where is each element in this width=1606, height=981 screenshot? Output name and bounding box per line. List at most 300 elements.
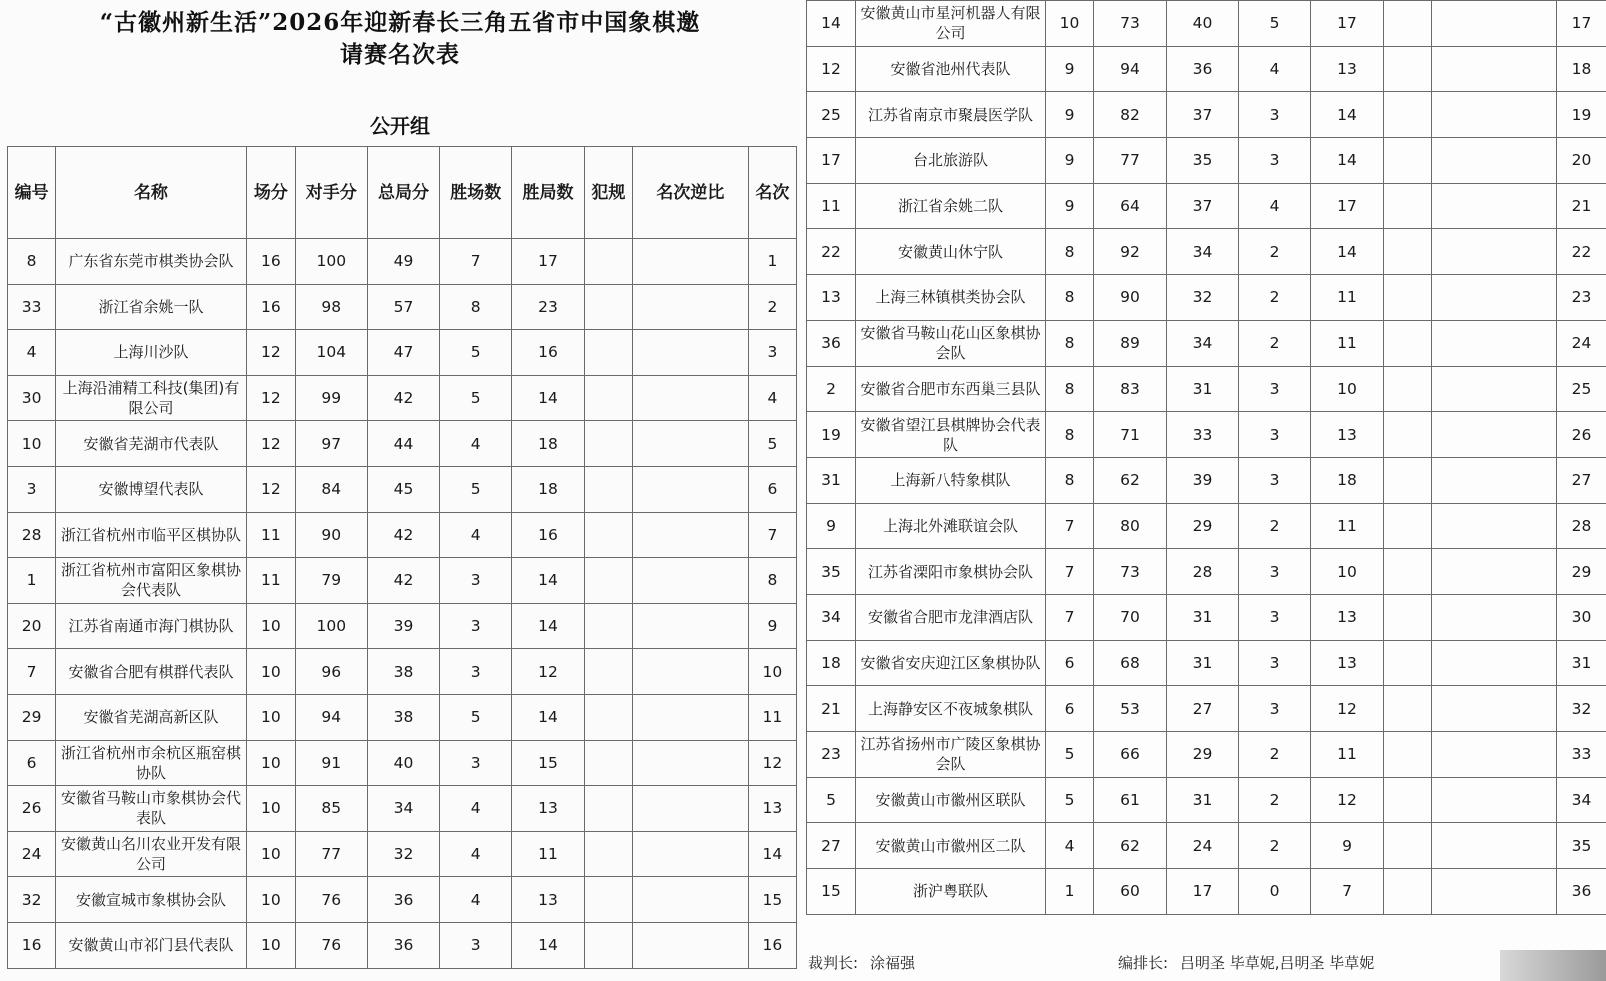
team-id-cell: 18 [807,640,856,686]
referee-name: 涂福强 [870,954,916,972]
game-wins-cell: 14 [512,694,585,740]
team-id-cell: 15 [807,869,856,915]
game-wins-cell: 12 [512,649,585,695]
table-row [807,594,1606,640]
ranking-table-left [7,146,797,969]
team-id-cell: 7 [8,649,56,695]
game-wins-cell: 9 [1311,823,1384,869]
match-points-cell: 11 [246,558,295,604]
team-name-cell: 安徽宣城市象棋协会队 [56,877,247,923]
total-game-points-cell: 36 [1167,46,1239,92]
match-wins-cell: 2 [1239,320,1311,366]
arranger-label: 编排长: [1118,954,1169,972]
fouls-cell [1384,275,1432,321]
rank-cell: 19 [1557,92,1606,138]
rank-cell: 30 [1557,594,1606,640]
match-wins-cell: 3 [440,603,512,649]
table-row [807,549,1606,595]
fouls-cell [584,466,632,512]
fouls-cell [584,922,632,968]
game-wins-cell: 14 [1311,138,1384,184]
opponent-points-cell: 53 [1094,686,1167,732]
reverse-ratio-cell [1432,412,1557,458]
rank-cell: 32 [1557,686,1606,732]
ranking-table-right [806,0,1606,915]
header-opponent-points: 对手分 [295,147,367,239]
match-points-cell: 9 [1046,183,1094,229]
opponent-points-cell: 91 [295,740,367,786]
match-wins-cell: 2 [1239,275,1311,321]
match-points-cell: 8 [1046,320,1094,366]
match-wins-cell: 5 [440,694,512,740]
total-game-points-cell: 37 [1167,92,1239,138]
match-points-cell: 11 [246,512,295,558]
team-id-cell: 11 [807,183,856,229]
rank-cell: 4 [748,375,796,421]
rank-cell: 18 [1557,46,1606,92]
match-wins-cell: 4 [440,877,512,923]
match-points-cell: 10 [246,694,295,740]
opponent-points-cell: 85 [295,786,367,832]
header-reverse-ratio: 名次逆比 [633,147,749,239]
game-wins-cell: 11 [512,831,585,877]
team-id-cell: 31 [807,457,856,503]
match-points-cell: 9 [1046,46,1094,92]
team-name-cell: 安徽省芜湖市代表队 [56,421,247,467]
game-wins-cell: 23 [512,284,585,330]
total-game-points-cell: 37 [1167,183,1239,229]
team-id-cell: 36 [807,320,856,366]
game-wins-cell: 17 [1311,183,1384,229]
opponent-points-cell: 97 [295,421,367,467]
match-points-cell: 16 [246,284,295,330]
table-row [8,421,797,467]
table-row [807,640,1606,686]
team-name-cell: 安徽省合肥有棋群代表队 [56,649,247,695]
game-wins-cell: 14 [1311,92,1384,138]
scan-corner-shadow [1500,950,1606,981]
total-game-points-cell: 36 [367,922,440,968]
match-points-cell: 10 [246,786,295,832]
reverse-ratio-cell [633,694,749,740]
table-row [8,694,797,740]
team-name-cell: 江苏省南京市聚晨医学队 [856,92,1046,138]
team-id-cell: 6 [8,740,56,786]
fouls-cell [584,786,632,832]
table-row [8,512,797,558]
match-points-cell: 12 [246,330,295,376]
footer [808,950,1508,976]
table-row [8,284,797,330]
reverse-ratio-cell [1432,138,1557,184]
match-wins-cell: 7 [440,239,512,285]
table-row [8,831,797,877]
reverse-ratio-cell [1432,640,1557,686]
match-points-cell: 7 [1046,594,1094,640]
match-wins-cell: 0 [1239,869,1311,915]
fouls-cell [584,649,632,695]
total-game-points-cell: 34 [1167,229,1239,275]
rank-cell: 15 [748,877,796,923]
fouls-cell [1384,412,1432,458]
team-name-cell: 安徽省合肥市东西巢三县队 [856,366,1046,412]
match-points-cell: 10 [246,649,295,695]
match-points-cell: 10 [246,877,295,923]
rank-cell: 21 [1557,183,1606,229]
total-game-points-cell: 28 [1167,549,1239,595]
rank-cell: 27 [1557,457,1606,503]
team-name-cell: 安徽黄山市祁门县代表队 [56,922,247,968]
team-name-cell: 安徽省芜湖高新区队 [56,694,247,740]
match-wins-cell: 2 [1239,229,1311,275]
table-row [807,138,1606,184]
game-wins-cell: 13 [1311,46,1384,92]
opponent-points-cell: 70 [1094,594,1167,640]
game-wins-cell: 16 [512,512,585,558]
opponent-points-cell: 66 [1094,732,1167,778]
table-row [807,92,1606,138]
team-name-cell: 浙江省杭州市余杭区瓶窑棋协队 [56,740,247,786]
reverse-ratio-cell [633,466,749,512]
team-id-cell: 35 [807,549,856,595]
reverse-ratio-cell [1432,46,1557,92]
header-rank: 名次 [748,147,796,239]
reverse-ratio-cell [633,877,749,923]
team-name-cell: 安徽黄山休宁队 [856,229,1046,275]
total-game-points-cell: 39 [367,603,440,649]
total-game-points-cell: 38 [367,649,440,695]
total-game-points-cell: 33 [1167,412,1239,458]
total-game-points-cell: 42 [367,375,440,421]
fouls-cell [1384,732,1432,778]
table-row [807,869,1606,915]
team-name-cell: 上海静安区不夜城象棋队 [856,686,1046,732]
match-wins-cell: 3 [440,649,512,695]
reverse-ratio-cell [633,558,749,604]
team-id-cell: 4 [8,330,56,376]
opponent-points-cell: 76 [295,877,367,923]
team-id-cell: 8 [8,239,56,285]
fouls-cell [1384,869,1432,915]
opponent-points-cell: 94 [1094,46,1167,92]
rank-cell: 29 [1557,549,1606,595]
reverse-ratio-cell [633,786,749,832]
match-points-cell: 12 [246,466,295,512]
game-wins-cell: 14 [512,375,585,421]
game-wins-cell: 14 [512,603,585,649]
game-wins-cell: 13 [1311,594,1384,640]
table-row [8,375,797,421]
rank-cell: 22 [1557,229,1606,275]
reverse-ratio-cell [1432,457,1557,503]
match-wins-cell: 8 [440,284,512,330]
match-points-cell: 12 [246,375,295,421]
table-row [807,823,1606,869]
game-wins-cell: 14 [512,558,585,604]
opponent-points-cell: 100 [295,239,367,285]
group-heading: 公开组 [370,114,430,138]
team-id-cell: 23 [807,732,856,778]
opponent-points-cell: 92 [1094,229,1167,275]
reverse-ratio-cell [1432,686,1557,732]
match-wins-cell: 4 [440,421,512,467]
game-wins-cell: 11 [1311,503,1384,549]
total-game-points-cell: 17 [1167,869,1239,915]
game-wins-cell: 15 [512,740,585,786]
opponent-points-cell: 73 [1094,549,1167,595]
rank-cell: 2 [748,284,796,330]
total-game-points-cell: 34 [1167,320,1239,366]
game-wins-cell: 14 [1311,229,1384,275]
fouls-cell [584,284,632,330]
total-game-points-cell: 49 [367,239,440,285]
rank-cell: 16 [748,922,796,968]
team-id-cell: 3 [8,466,56,512]
match-points-cell: 10 [246,831,295,877]
opponent-points-cell: 83 [1094,366,1167,412]
table-row [807,366,1606,412]
referee-label: 裁判长: [808,954,859,972]
rank-cell: 6 [748,466,796,512]
header-id: 编号 [8,147,56,239]
reverse-ratio-cell [1432,320,1557,366]
match-points-cell: 6 [1046,686,1094,732]
table-row [8,922,797,968]
table-row [8,740,797,786]
match-wins-cell: 3 [1239,92,1311,138]
table-row [8,466,797,512]
match-wins-cell: 5 [440,375,512,421]
opponent-points-cell: 79 [295,558,367,604]
game-wins-cell: 11 [1311,320,1384,366]
total-game-points-cell: 40 [1167,1,1239,47]
right-table-body [807,1,1606,915]
match-wins-cell: 4 [440,512,512,558]
total-game-points-cell: 44 [367,421,440,467]
match-wins-cell: 3 [1239,138,1311,184]
match-wins-cell: 3 [1239,594,1311,640]
reverse-ratio-cell [1432,1,1557,47]
match-points-cell: 10 [246,922,295,968]
team-name-cell: 上海新八特象棋队 [856,457,1046,503]
match-points-cell: 9 [1046,138,1094,184]
total-game-points-cell: 39 [1167,457,1239,503]
team-name-cell: 安徽省马鞍山花山区象棋协会队 [856,320,1046,366]
fouls-cell [1384,138,1432,184]
team-id-cell: 33 [8,284,56,330]
team-id-cell: 1 [8,558,56,604]
team-name-cell: 安徽省池州代表队 [856,46,1046,92]
rank-cell: 28 [1557,503,1606,549]
match-points-cell: 16 [246,239,295,285]
fouls-cell [584,558,632,604]
match-wins-cell: 5 [440,466,512,512]
match-wins-cell: 2 [1239,732,1311,778]
match-points-cell: 10 [246,603,295,649]
fouls-cell [584,740,632,786]
game-wins-cell: 12 [1311,686,1384,732]
opponent-points-cell: 100 [295,603,367,649]
fouls-cell [584,694,632,740]
table-row [8,877,797,923]
match-points-cell: 5 [1046,732,1094,778]
team-name-cell: 安徽黄山名川农业开发有限公司 [56,831,247,877]
fouls-cell [1384,183,1432,229]
fouls-cell [584,831,632,877]
match-wins-cell: 3 [1239,457,1311,503]
fouls-cell [584,512,632,558]
total-game-points-cell: 47 [367,330,440,376]
match-wins-cell: 3 [1239,549,1311,595]
team-id-cell: 5 [807,777,856,823]
reverse-ratio-cell [633,239,749,285]
rank-cell: 8 [748,558,796,604]
table-row [8,558,797,604]
team-name-cell: 上海川沙队 [56,330,247,376]
reverse-ratio-cell [633,740,749,786]
reverse-ratio-cell [633,421,749,467]
team-id-cell: 14 [807,1,856,47]
team-id-cell: 21 [807,686,856,732]
opponent-points-cell: 68 [1094,640,1167,686]
rank-cell: 14 [748,831,796,877]
match-wins-cell: 2 [1239,777,1311,823]
total-game-points-cell: 32 [1167,275,1239,321]
match-wins-cell: 3 [1239,412,1311,458]
game-wins-cell: 12 [1311,777,1384,823]
fouls-cell [1384,777,1432,823]
total-game-points-cell: 45 [367,466,440,512]
header-row [8,147,797,239]
team-name-cell: 安徽省望江县棋牌协会代表队 [856,412,1046,458]
header-game-wins: 胜局数 [512,147,585,239]
header-fouls: 犯规 [584,147,632,239]
reverse-ratio-cell [633,375,749,421]
team-id-cell: 34 [807,594,856,640]
reverse-ratio-cell [633,922,749,968]
reverse-ratio-cell [1432,732,1557,778]
header-match-wins: 胜场数 [440,147,512,239]
match-points-cell: 8 [1046,366,1094,412]
match-wins-cell: 2 [1239,503,1311,549]
total-game-points-cell: 38 [367,694,440,740]
fouls-cell [584,239,632,285]
arranger-names: 吕明圣 毕草妮,吕明圣 毕草妮 [1180,954,1375,972]
opponent-points-cell: 94 [295,694,367,740]
team-id-cell: 10 [8,421,56,467]
rank-cell: 26 [1557,412,1606,458]
game-wins-cell: 13 [1311,412,1384,458]
team-name-cell: 广东省东莞市棋类协会队 [56,239,247,285]
table-row [8,786,797,832]
team-name-cell: 上海北外滩联谊会队 [856,503,1046,549]
total-game-points-cell: 31 [1167,640,1239,686]
opponent-points-cell: 90 [295,512,367,558]
reverse-ratio-cell [1432,366,1557,412]
match-wins-cell: 3 [440,740,512,786]
match-wins-cell: 3 [1239,686,1311,732]
team-id-cell: 19 [807,412,856,458]
total-game-points-cell: 31 [1167,366,1239,412]
reverse-ratio-cell [1432,92,1557,138]
opponent-points-cell: 82 [1094,92,1167,138]
left-table-body [8,239,797,969]
opponent-points-cell: 77 [295,831,367,877]
fouls-cell [584,421,632,467]
match-points-cell: 10 [1046,1,1094,47]
rank-cell: 5 [748,421,796,467]
reverse-ratio-cell [633,603,749,649]
document-title-line-2: 请赛名次表 [340,41,460,68]
rank-cell: 10 [748,649,796,695]
game-wins-cell: 10 [1311,549,1384,595]
opponent-points-cell: 71 [1094,412,1167,458]
team-id-cell: 22 [807,229,856,275]
game-wins-cell: 13 [1311,640,1384,686]
team-id-cell: 24 [8,831,56,877]
team-name-cell: 安徽省合肥市龙津酒店队 [856,594,1046,640]
opponent-points-cell: 60 [1094,869,1167,915]
opponent-points-cell: 77 [1094,138,1167,184]
fouls-cell [584,375,632,421]
team-name-cell: 浙沪粤联队 [856,869,1046,915]
game-wins-cell: 18 [512,421,585,467]
team-name-cell: 江苏省扬州市广陵区象棋协会队 [856,732,1046,778]
fouls-cell [1384,640,1432,686]
match-points-cell: 6 [1046,640,1094,686]
opponent-points-cell: 76 [295,922,367,968]
table-row [807,46,1606,92]
fouls-cell [1384,229,1432,275]
match-points-cell: 4 [1046,823,1094,869]
game-wins-cell: 11 [1311,732,1384,778]
total-game-points-cell: 42 [367,558,440,604]
opponent-points-cell: 99 [295,375,367,421]
fouls-cell [1384,366,1432,412]
table-row [8,649,797,695]
team-id-cell: 20 [8,603,56,649]
reverse-ratio-cell [1432,777,1557,823]
table-row [807,686,1606,732]
opponent-points-cell: 89 [1094,320,1167,366]
rank-cell: 7 [748,512,796,558]
game-wins-cell: 11 [1311,275,1384,321]
game-wins-cell: 17 [1311,1,1384,47]
team-id-cell: 13 [807,275,856,321]
fouls-cell [1384,457,1432,503]
team-name-cell: 浙江省余姚一队 [56,284,247,330]
table-row [807,183,1606,229]
rank-cell: 35 [1557,823,1606,869]
reverse-ratio-cell [1432,183,1557,229]
match-points-cell: 12 [246,421,295,467]
team-name-cell: 安徽省马鞍山市象棋协会代表队 [56,786,247,832]
total-game-points-cell: 34 [367,786,440,832]
table-row [807,412,1606,458]
fouls-cell [584,877,632,923]
reverse-ratio-cell [633,330,749,376]
reverse-ratio-cell [633,831,749,877]
team-name-cell: 安徽黄山市星河机器人有限公司 [856,1,1046,47]
rank-cell: 25 [1557,366,1606,412]
rank-cell: 36 [1557,869,1606,915]
total-game-points-cell: 32 [367,831,440,877]
team-id-cell: 27 [807,823,856,869]
match-wins-cell: 4 [440,786,512,832]
rank-cell: 12 [748,740,796,786]
team-name-cell: 浙江省杭州市临平区棋协队 [56,512,247,558]
total-game-points-cell: 29 [1167,732,1239,778]
